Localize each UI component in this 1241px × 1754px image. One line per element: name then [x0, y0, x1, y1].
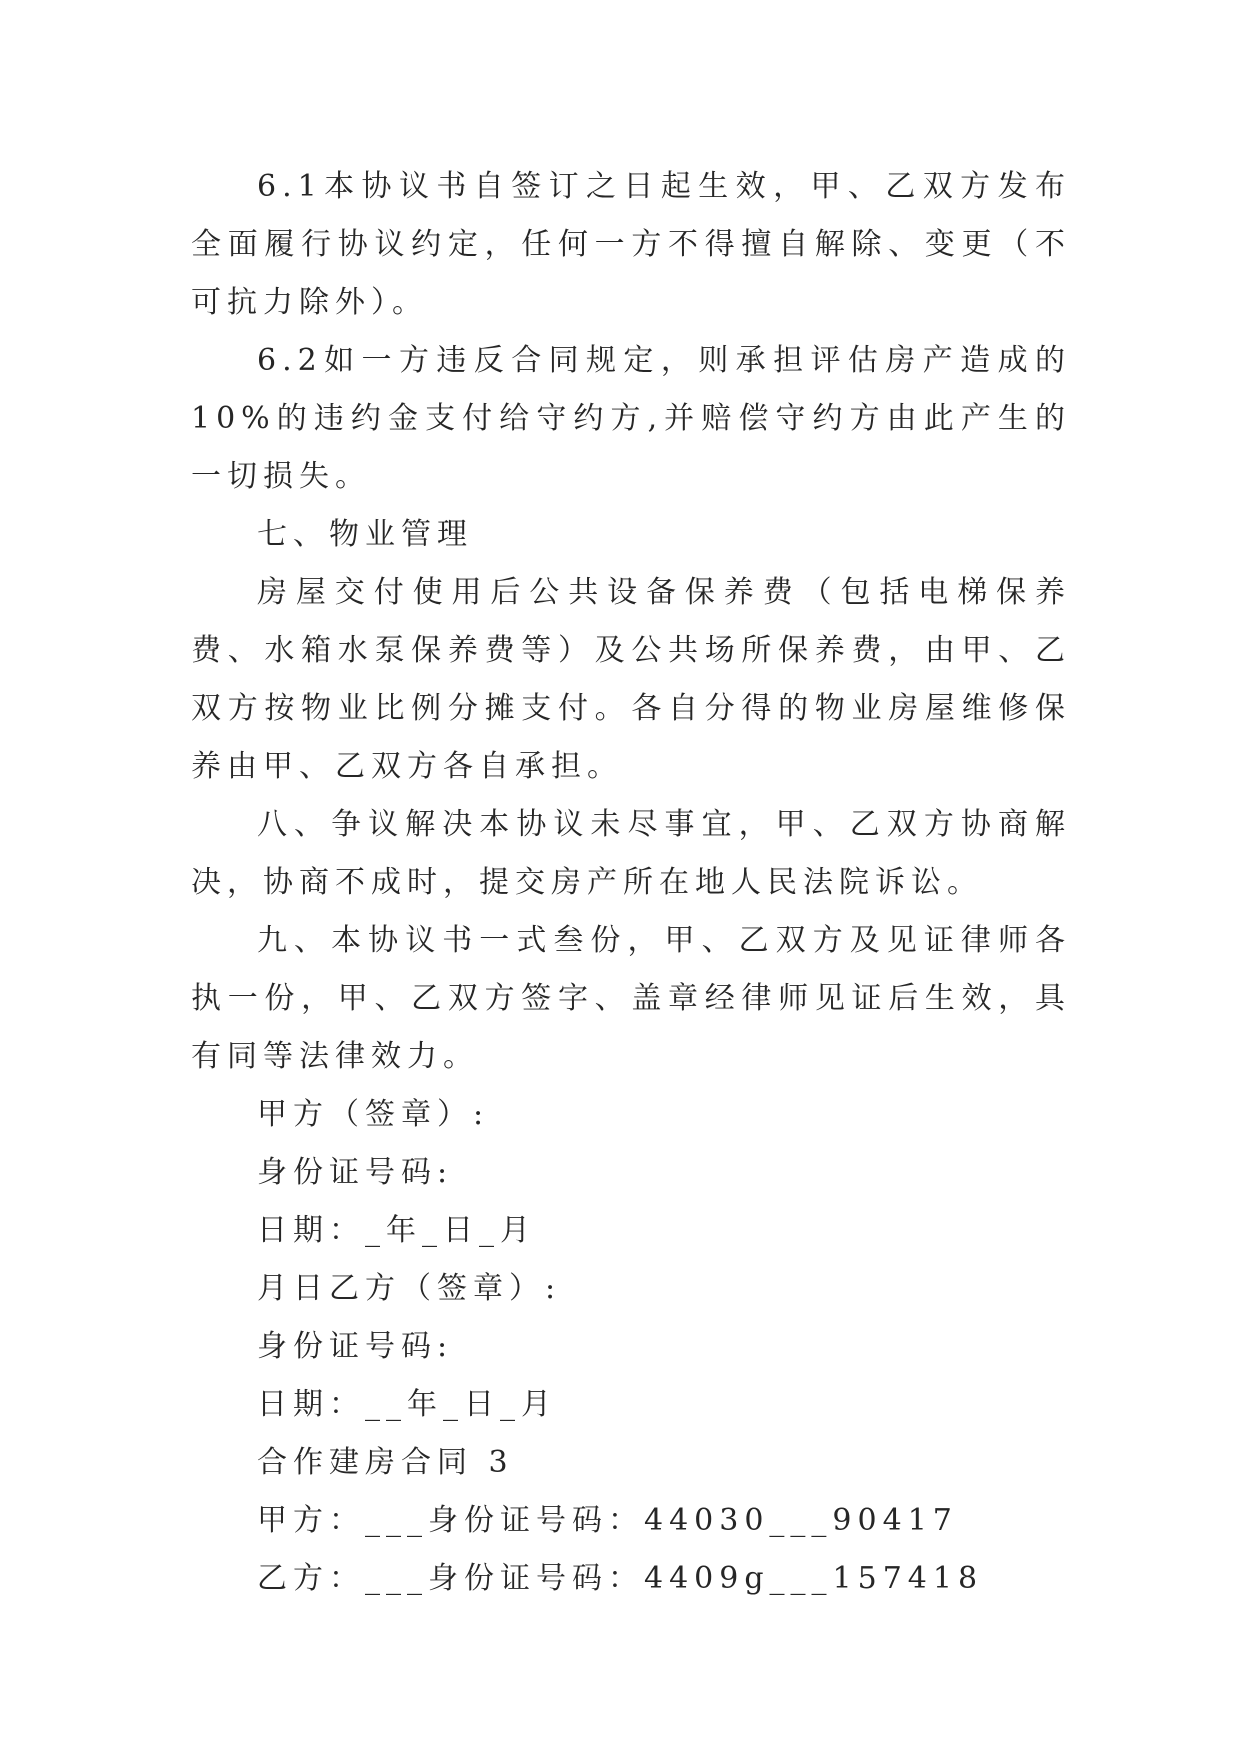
copies-paragraph: 九、本协议书一式叁份，甲、乙双方及见证律师各执一份，甲、乙双方签字、盖章经律师见证后生效，具有同等法律效力。 [191, 923, 1071, 1074]
party-a-date-line: 日期：_年_日_月 [257, 1213, 536, 1248]
property-management-paragraph: 房屋交付使用后公共设备保养费（包括电梯保养费、水箱水泵保养费等）及公共场所保养费，由甲、乙双方按物业比例分摊支付。各自分得的物业房屋维修保养由甲、乙双方各自承担。 [191, 575, 1071, 784]
party-b-signature-line: 月日乙方（签章）: [257, 1271, 562, 1306]
party-b-id-line: 身份证号码: [257, 1329, 454, 1364]
section-heading-property-management: 七、物业管理 [257, 517, 473, 552]
party-a-id-line: 身份证号码: [257, 1155, 454, 1190]
clause-6-1: 6.1本协议书自签订之日起生效，甲、乙双方发布全面履行协议约定，任何一方不得擅自解除、变更（不可抗力除外）。 [191, 169, 1071, 320]
contract-title-line: 合作建房合同 3 [257, 1445, 514, 1480]
party-b-date-line: 日期：__年_日_月 [257, 1387, 557, 1422]
clause-6-2: 6.2如一方违反合同规定，则承担评估房产造成的10%的违约金支付给守约方,并赔偿守约方由此产生的一切损失。 [191, 343, 1071, 494]
party-b-info-line: 乙方：___身份证号码：4409g___157418 [257, 1561, 984, 1596]
party-a-info-line: 甲方：___身份证号码：44030___90417 [257, 1503, 958, 1538]
document-body [191, 158, 1071, 1608]
party-a-signature-line: 甲方（签章）: [257, 1097, 490, 1132]
dispute-resolution-paragraph: 八、争议解决本协议未尽事宜，甲、乙双方协商解决，协商不成时，提交房产所在地人民法院诉讼。 [191, 807, 1071, 900]
